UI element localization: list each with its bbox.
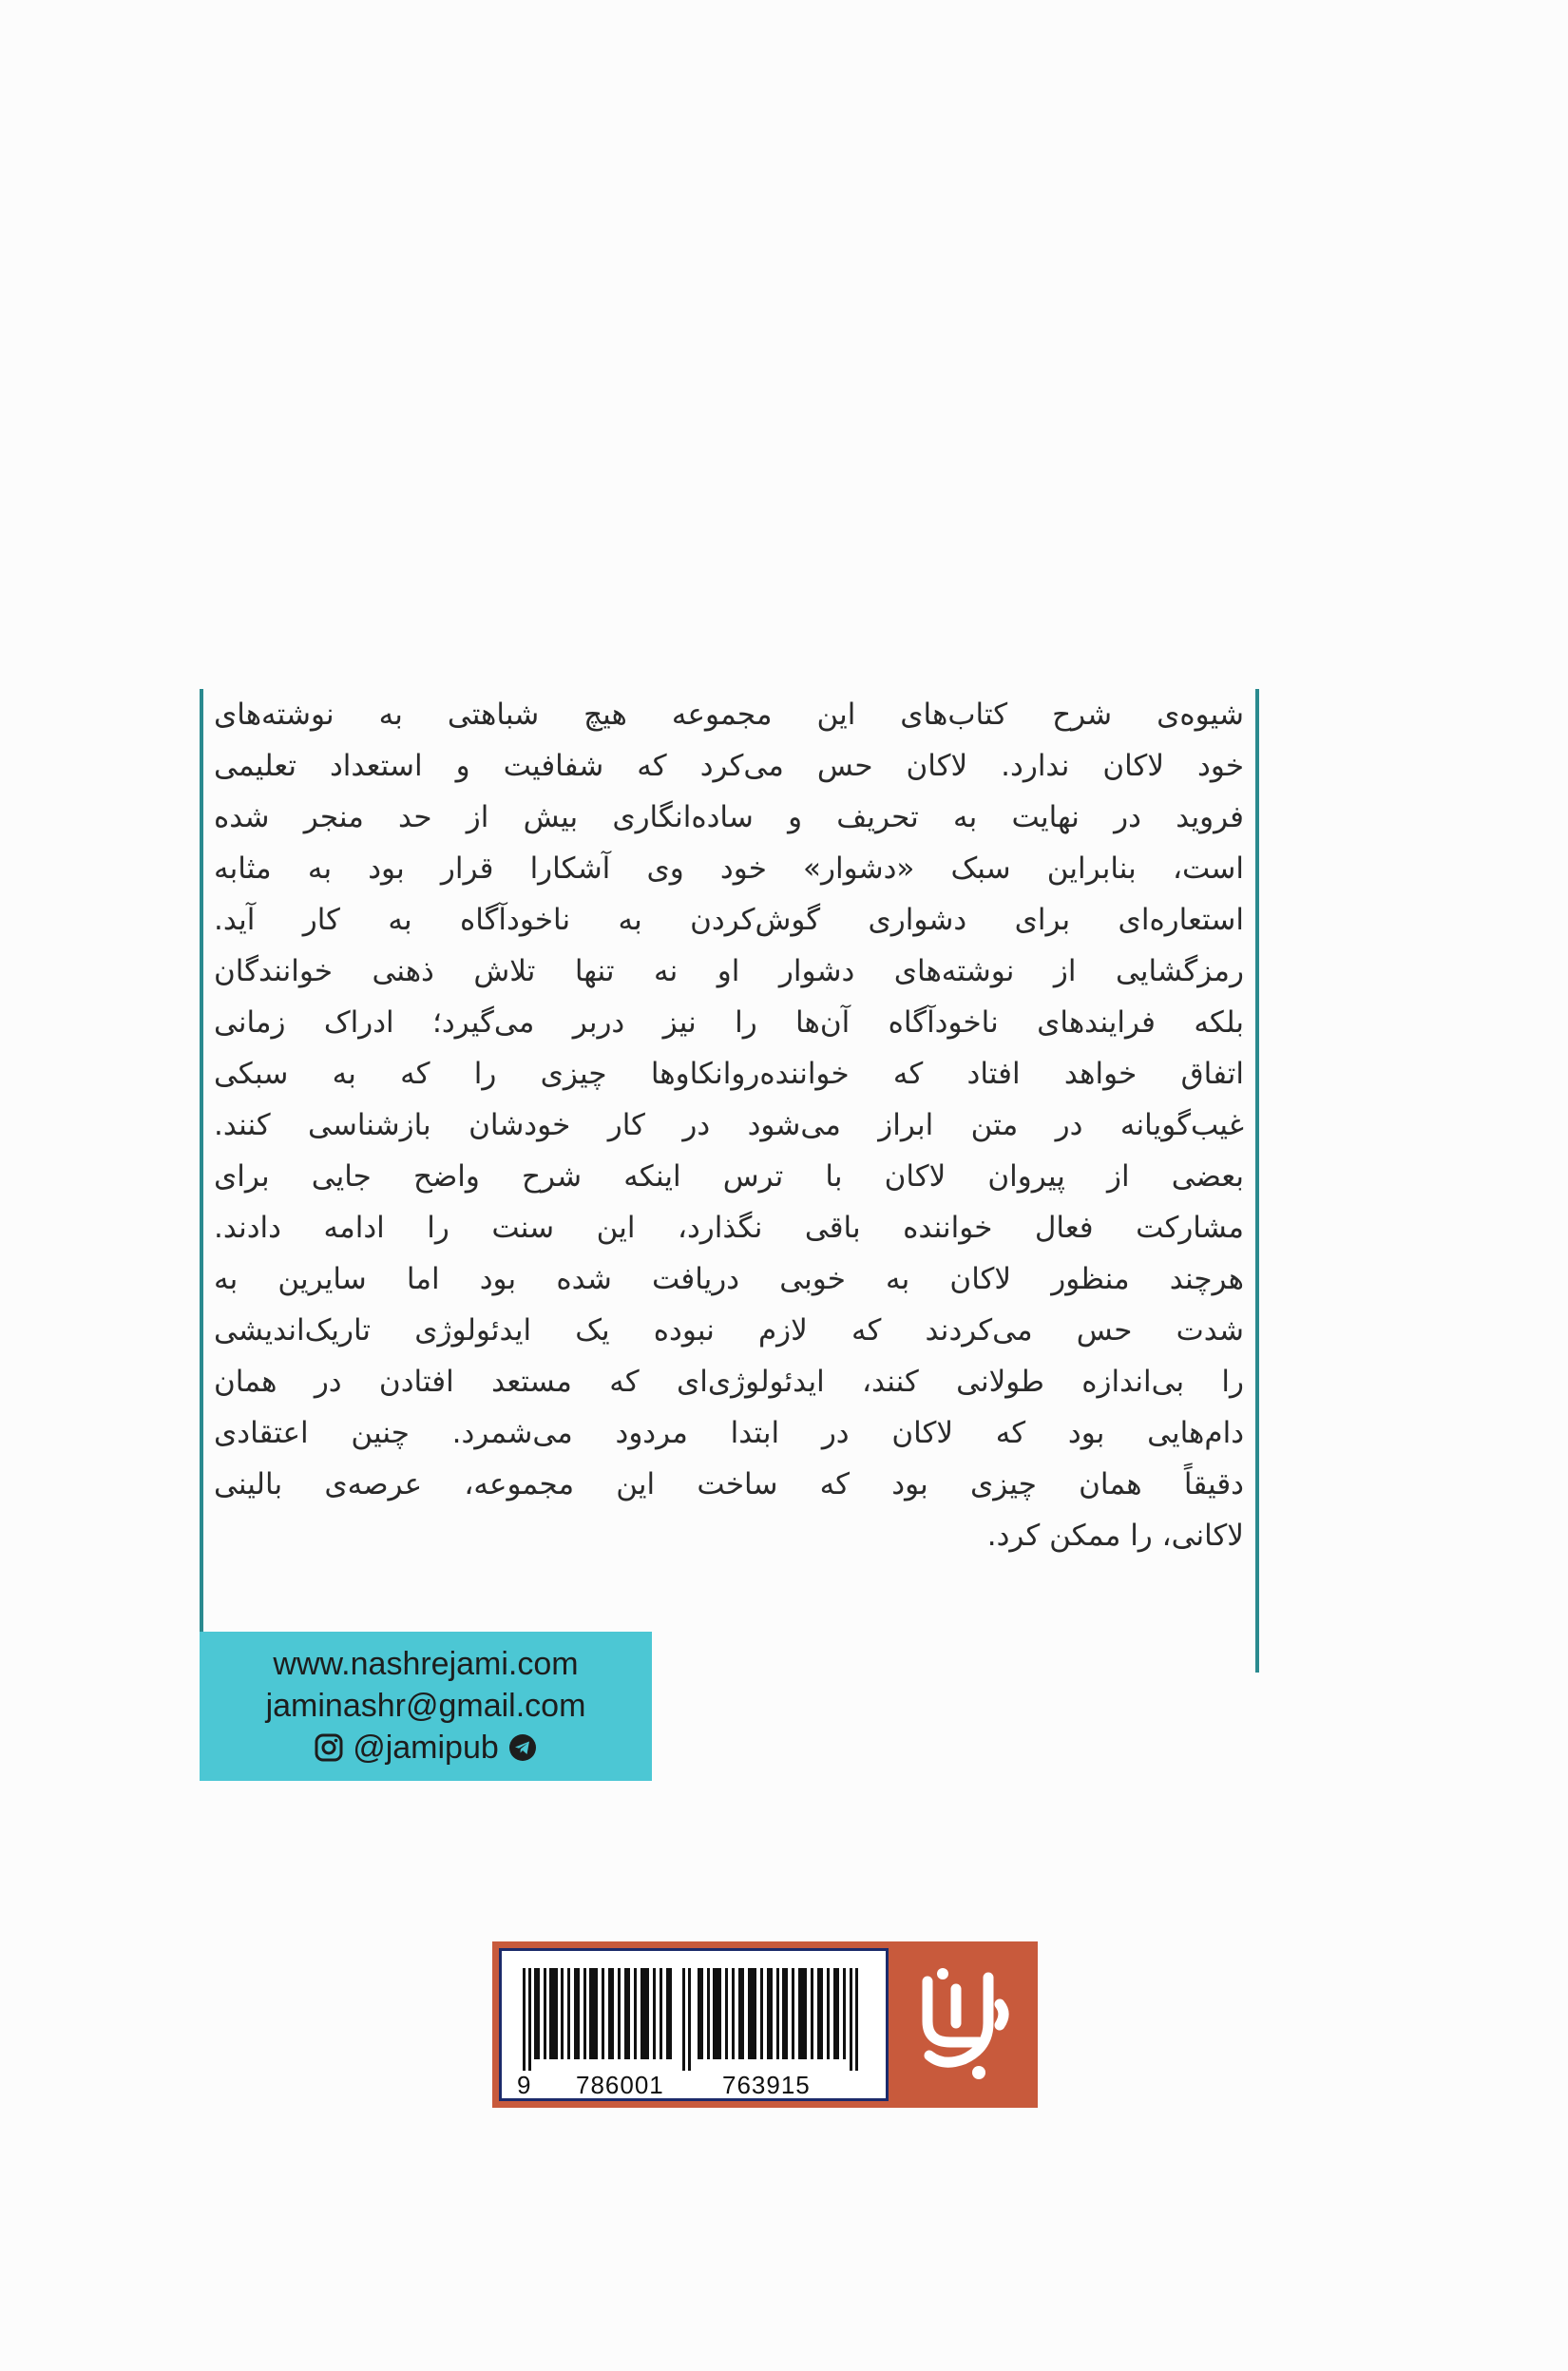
- blurb-line-1: شیوه‌ی شرح کتاب‌های این مجموعه هیچ شباهتی به نوشته‌های: [214, 698, 1244, 732]
- publisher-logo: [901, 1960, 1024, 2089]
- telegram-icon: [508, 1733, 537, 1762]
- isbn-barcode: [499, 1948, 889, 2101]
- social-handle-row[interactable]: [200, 1727, 652, 1769]
- blurb-line-12: هرچند منظور لاکان به خوبی دریافت شده بود اما سایرین به: [214, 1262, 1244, 1296]
- barcode-bars: [523, 1968, 870, 2071]
- blurb-line-6: رمزگشایی از نوشته‌های دشوار او نه تنها تلاش ذهنی خوانندگان: [214, 954, 1244, 988]
- blurb-line-17: لاکانی، را ممکن کرد.: [986, 1519, 1244, 1553]
- blurb-line-11: مشارکت فعال خواننده باقی نگذارد، این سنت را ادامه دادند.: [214, 1211, 1244, 1245]
- isbn-prefix: 9: [517, 2071, 531, 2099]
- blurb-line-3: فروید در نهایت به تحریف و ساده‌انگاری بیش از حد منجر شده: [214, 800, 1244, 834]
- blurb-line-10: بعضی از پیروان لاکان با ترس اینکه شرح واضح جایی برای: [214, 1159, 1244, 1194]
- isbn-right-group: 763915: [722, 2071, 811, 2099]
- back-cover-blurb: [214, 689, 1259, 1673]
- blurb-line-13: شدت حس می‌کردند که لازم نبوده یک ایدئولوژی تاریک‌اندیشی: [214, 1313, 1244, 1348]
- contact-box: [200, 1632, 652, 1781]
- blurb-line-7: بلکه فرایندهای ناخودآگاه آن‌ها را نیز دربر می‌گیرد؛ ادراک زمانی: [214, 1005, 1244, 1040]
- blurb-line-2: خود لاکان ندارد. لاکان حس می‌کرد که شفافیت و استعداد تعلیمی: [214, 749, 1244, 783]
- blurb-line-15: دام‌هایی بود که لاکان در ابتدا مردود می‌شمرد. چنین اعتقادی: [214, 1416, 1244, 1450]
- blurb-line-14: را بی‌اندازه طولانی کنند، ایدئولوژی‌ای که مستعد افتادن در همان: [214, 1365, 1244, 1399]
- blurb-line-16: دقیقاً همان چیزی بود که ساخت این مجموعه، عرصه‌ی بالینی: [214, 1467, 1244, 1501]
- social-handle: @jamipub: [353, 1730, 499, 1766]
- isbn-left-group: 786001: [576, 2071, 664, 2099]
- instagram-icon: [315, 1733, 343, 1762]
- blurb-line-4: است، بنابراین سبک «دشوار» خود وی آشکارا قرار بود به مثابه: [214, 851, 1244, 886]
- barcode-block: [492, 1941, 1038, 2108]
- website-link[interactable]: www.nashrejami.com: [273, 1646, 579, 1682]
- blurb-left-rule: [200, 689, 203, 1639]
- email-link[interactable]: jaminashr@gmail.com: [265, 1688, 586, 1724]
- blurb-line-5: استعاره‌ای برای دشواری گوش‌کردن به ناخودآگاه به کار آید.: [214, 903, 1244, 937]
- blurb-line-9: غیب‌گویانه در متن ابراز می‌شود در کار خودشان بازشناسی کنند.: [214, 1108, 1244, 1142]
- blurb-line-8: اتفاق خواهد افتاد که خواننده‌روانکاوها چیزی را که به سبکی: [214, 1057, 1244, 1091]
